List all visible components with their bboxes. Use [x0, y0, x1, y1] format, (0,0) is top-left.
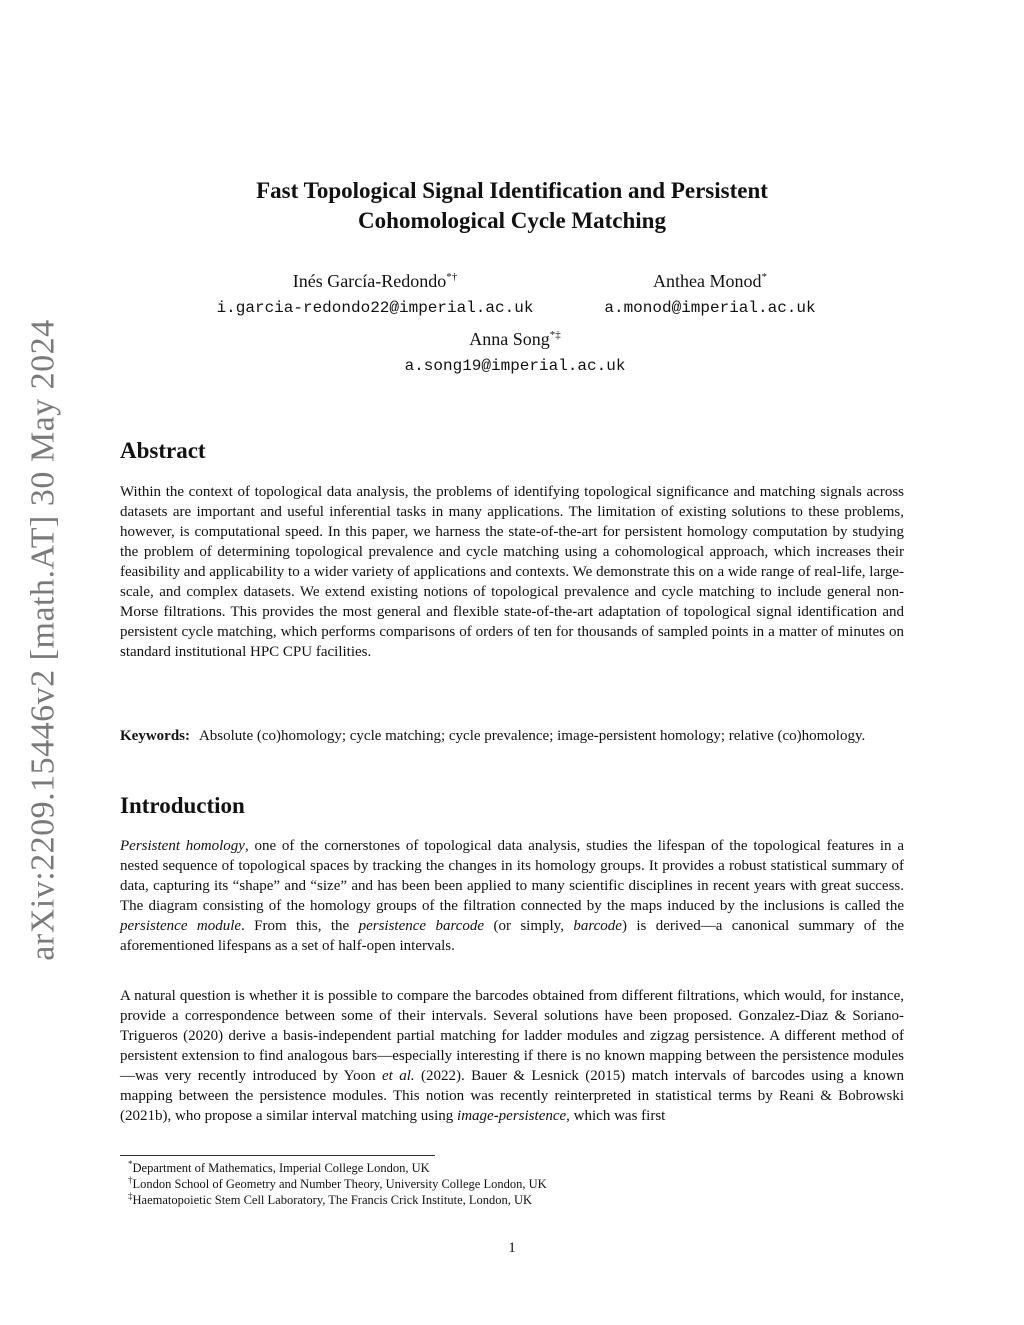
- author-2: [580, 270, 840, 319]
- emphasis: persistence module: [120, 918, 242, 934]
- footnote-text: Department of Mathematics, Imperial College London, UK: [132, 1161, 430, 1175]
- intro-paragraph-1: [120, 836, 904, 956]
- author-3: [370, 328, 660, 377]
- footnote: [120, 1192, 820, 1208]
- footnotes: [120, 1160, 820, 1208]
- footnote-mark: †: [128, 1174, 133, 1185]
- emphasis: Persistent homology: [120, 838, 245, 854]
- page-number: 1: [508, 1240, 516, 1256]
- emphasis: et al.: [382, 1068, 415, 1084]
- author-affiliation-marks: *: [761, 271, 767, 283]
- paragraph-text: ) is derived—a canonical summary of the aforementioned lifespans as a set of half-open intervals.: [120, 918, 905, 954]
- footnote-mark: *: [128, 1158, 133, 1169]
- author-name: Anthea Monod: [653, 271, 762, 291]
- keywords-text: Absolute (co)homology; cycle matching; cycle prevalence; image-persistent homology; relative (co)homology.: [198, 728, 866, 744]
- author-1: [190, 270, 560, 319]
- paragraph-text: , which was first: [566, 1108, 666, 1124]
- arxiv-stamp: [18, 320, 70, 960]
- footnote: [120, 1160, 820, 1176]
- paragraph-text: . From this, the: [241, 918, 359, 934]
- author-name: Anna Song: [469, 329, 550, 349]
- emphasis: image-persistence: [457, 1108, 567, 1124]
- author-name: Inés García-Redondo: [292, 271, 447, 291]
- title-line-1: Fast Topological Signal Identification and Persistent: [256, 178, 768, 203]
- abstract-text: Within the context of topological data analysis, the problems of identifying topological significance and matching signals across datasets are important and useful inferential tasks in many applications. The limitation of existing solutions to these problems, however, is computational speed. In this paper, we harness the state-of-the-art for persistent homology computation by studying the problem of determining topological prevalence and cycle matching using a cohomological approach, which increases their feasibility and applicability to a wider variety of applications and contexts. We demonstrate this on a wide range of real-life, large-scale, and complex datasets. We extend existing notions of topological prevalence and cycle matching to include general non-Morse filtrations. This provides the most general and flexible state-of-the-art adaptation of topological signal identification and persistent cycle matching, which performs comparisons of orders of ten for thousands of sampled points in a matter of minutes on standard institutional HPC CPU facilities.: [120, 484, 904, 660]
- abstract-heading: Abstract: [120, 438, 206, 463]
- paragraph-text: (2022). Bauer & Lesnick (2015) match intervals of barcodes using a known mapping between the persistence modules. This notion was recently reinterpreted in statistical terms by Reani & Bobrowski (2021b), who propose a similar interval matching using: [120, 1068, 904, 1124]
- keywords: [120, 726, 904, 746]
- footnote: [120, 1176, 820, 1192]
- footnote-mark: ‡: [128, 1190, 133, 1201]
- emphasis: persistence barcode: [358, 918, 485, 934]
- footnote-rule: [120, 1155, 435, 1156]
- paragraph-text: (or simply,: [484, 918, 574, 934]
- author-affiliation-marks: *†: [446, 271, 458, 283]
- author-email: i.garcia-redondo22@imperial.ac.uk: [216, 299, 534, 317]
- emphasis: barcode: [573, 918, 622, 934]
- title-line-2: Cohomological Cycle Matching: [358, 208, 666, 233]
- footnote-text: London School of Geometry and Number Theory, University College London, UK: [132, 1177, 547, 1191]
- author-email: a.song19@imperial.ac.uk: [404, 357, 626, 375]
- author-email: a.monod@imperial.ac.uk: [604, 299, 816, 317]
- paragraph-text: , one of the cornerstones of topological data analysis, studies the lifespan of the topological features in a nested sequence of topological spaces by tracking the changes in its homology groups. It provides a robust statistical summary of data, capturing its “shape” and “size” and has been been applied to many scientific disciplines in recent years with great success. The diagram consisting of the homology groups of the filtration connected by the maps induced by the inclusions is called the: [120, 838, 904, 914]
- keywords-label: Keywords:: [120, 728, 190, 744]
- paragraph-text: A natural question is whether it is possible to compare the barcodes obtained from different filtrations, which would, for instance, provide a correspondence between some of their intervals. Several solutions have been proposed. Gonzalez-Diaz & Soriano-Trigueros (2020) derive a basis-independent partial matching for ladder modules and zigzag persistence. A different method of persistent extension to find analogous bars—especially interesting if there is no known mapping between the persistence modules—was very recently introduced by Yoon: [120, 988, 904, 1084]
- introduction-heading: Introduction: [120, 793, 245, 818]
- author-affiliation-marks: *‡: [549, 329, 561, 341]
- arxiv-id: arXiv:2209.15446v2 [math.AT] 30 May 2024: [25, 319, 62, 961]
- intro-paragraph-2: [120, 986, 904, 1126]
- paper-title: [120, 176, 904, 236]
- footnote-text: Haematopoietic Stem Cell Laboratory, The Francis Crick Institute, London, UK: [132, 1193, 533, 1207]
